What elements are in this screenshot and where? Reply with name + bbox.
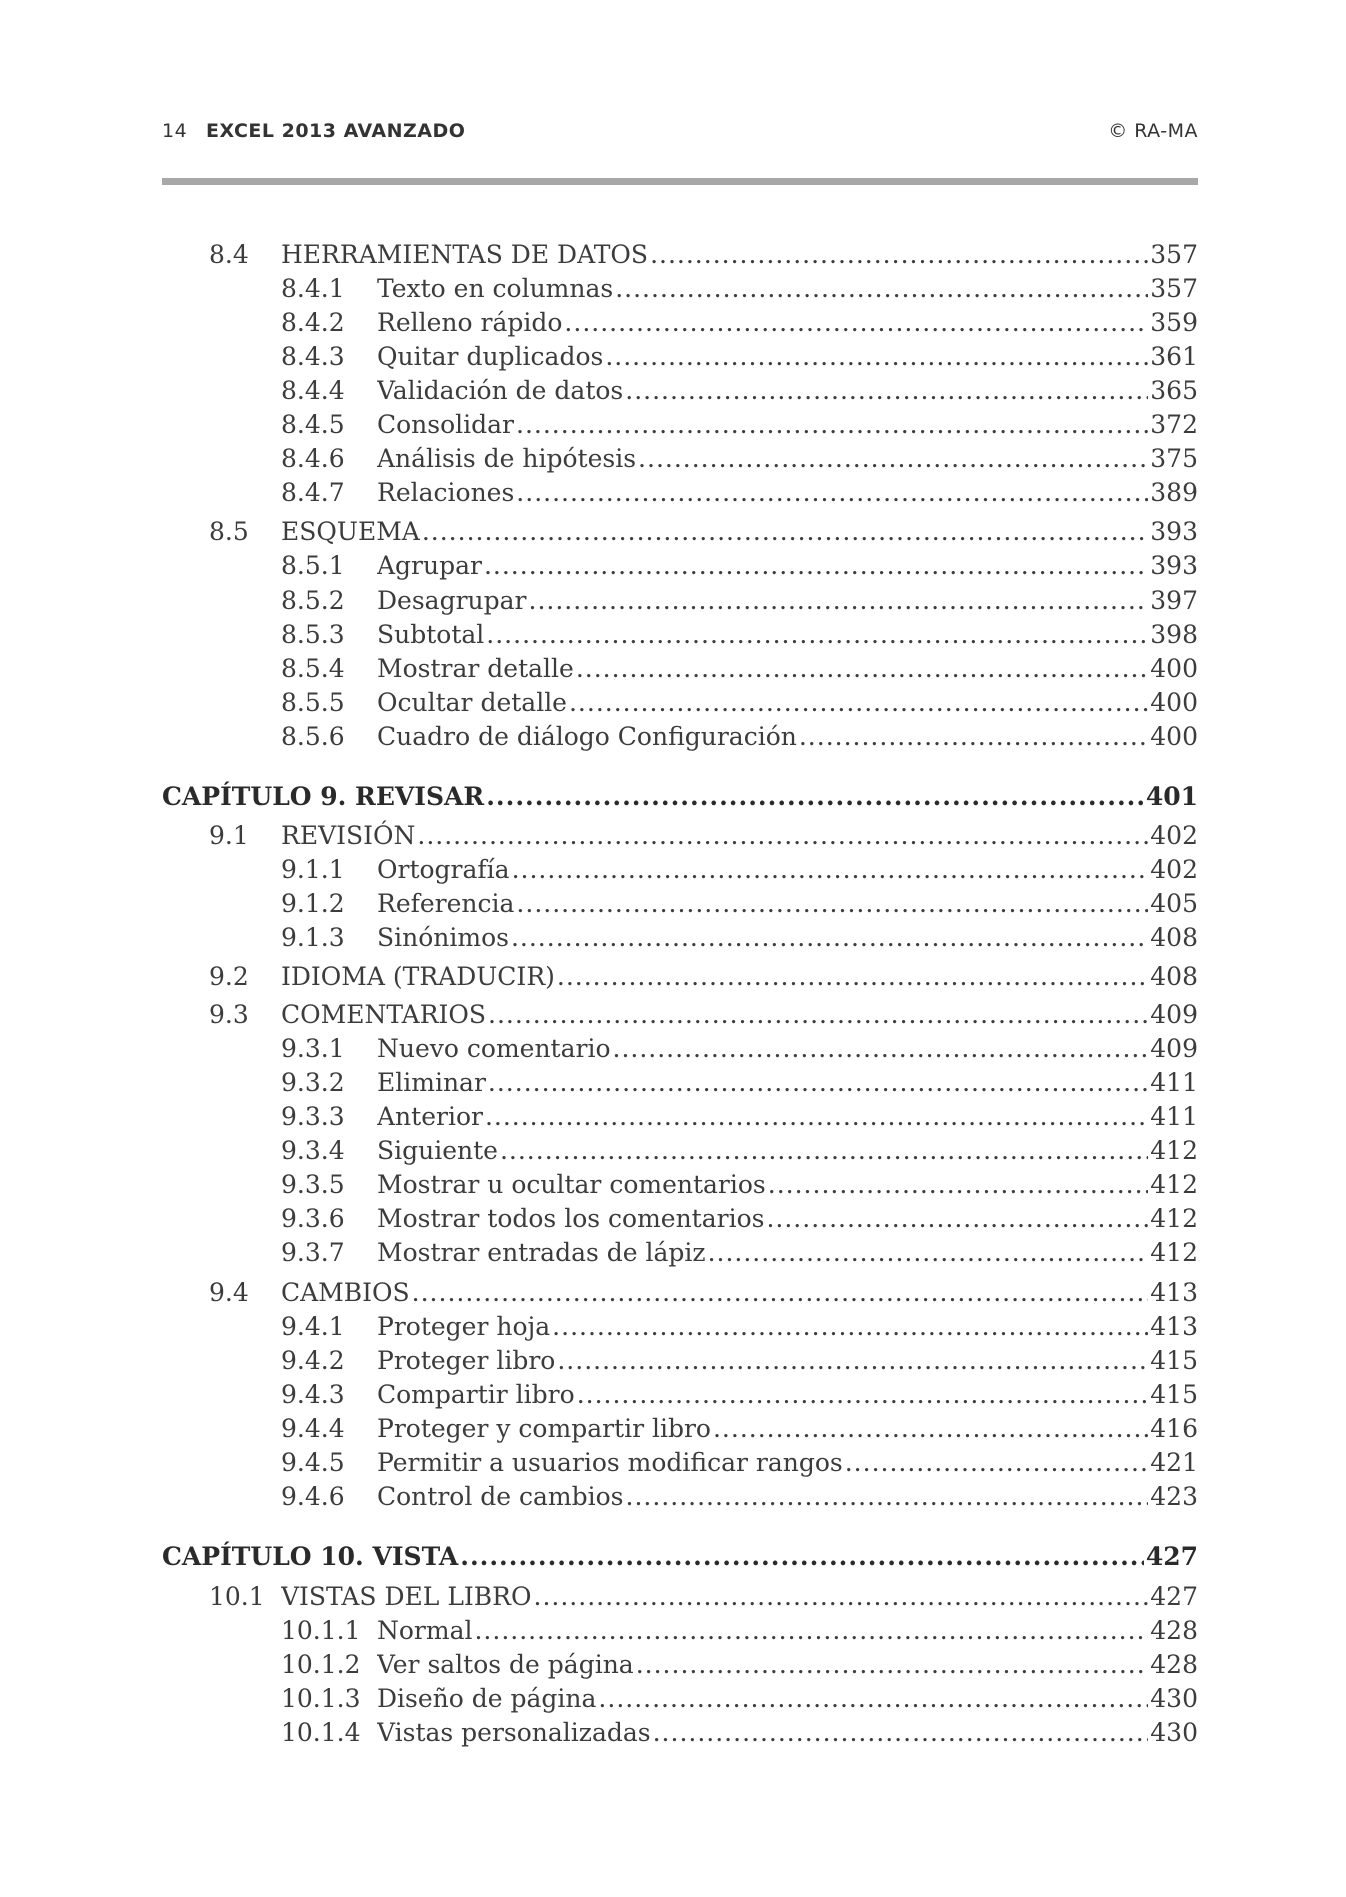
toc-number: 8.5.3 — [281, 620, 345, 649]
toc-entry — [281, 238, 1198, 272]
toc-page-number: 428 — [1150, 1650, 1198, 1679]
toc-label: Anterior — [377, 1102, 483, 1131]
toc-page-number: 413 — [1150, 1278, 1198, 1307]
toc-label: Relaciones — [377, 478, 515, 507]
toc-number: 9.3.7 — [281, 1238, 345, 1267]
toc-entry — [377, 686, 1198, 720]
toc-subsection-row — [0, 408, 1346, 442]
toc-page-number: 398 — [1150, 620, 1198, 649]
dot-leader — [534, 1580, 1149, 1614]
toc-subsection-row — [0, 306, 1346, 340]
dot-leader — [486, 618, 1148, 652]
toc-entry — [377, 1236, 1198, 1270]
toc-entry — [377, 1480, 1198, 1514]
toc-subsection-row — [0, 1310, 1346, 1344]
toc-page-number: 412 — [1150, 1204, 1198, 1233]
toc-label: Sinónimos — [377, 923, 509, 952]
toc-entry — [377, 1134, 1198, 1168]
toc-label: Quitar duplicados — [377, 342, 604, 371]
toc-page-number: 402 — [1150, 855, 1198, 884]
toc-subsection-row — [0, 1682, 1346, 1716]
toc-number: 9.3.3 — [281, 1102, 345, 1131]
toc-subsection-row — [0, 374, 1346, 408]
toc-page-number: 375 — [1150, 444, 1198, 473]
toc-page-number: 408 — [1150, 923, 1198, 952]
toc-number: 9.3.2 — [281, 1068, 345, 1097]
toc-subsection-row — [0, 652, 1346, 686]
dot-leader — [636, 1648, 1149, 1682]
toc-number: 8.4.5 — [281, 410, 345, 439]
toc-entry — [377, 720, 1198, 754]
toc-number: 8.5.5 — [281, 688, 345, 717]
dot-leader — [485, 1100, 1148, 1134]
toc-number: 9.4.6 — [281, 1482, 345, 1511]
dot-leader — [768, 1168, 1149, 1202]
dot-leader — [512, 853, 1149, 887]
dot-leader — [484, 549, 1148, 583]
toc-entry — [377, 853, 1198, 887]
toc-entry — [377, 272, 1198, 306]
book-title: EXCEL 2013 AVANZADO — [206, 120, 466, 142]
toc-subsection-row — [0, 1412, 1346, 1446]
toc-subsection-row — [0, 686, 1346, 720]
dot-leader — [576, 652, 1148, 686]
toc-label: REVISIÓN — [281, 821, 416, 850]
toc-entry — [377, 1716, 1198, 1750]
toc-entry — [377, 340, 1198, 374]
toc-entry — [377, 1648, 1198, 1682]
toc-subsection-row — [0, 1446, 1346, 1480]
publisher: © RA-MA — [1108, 120, 1198, 142]
toc-page-number: 412 — [1150, 1136, 1198, 1165]
toc-number: 9.3.1 — [281, 1034, 345, 1063]
toc-number: 9.4.2 — [281, 1346, 345, 1375]
toc-entry — [377, 374, 1198, 408]
toc-subsection-row — [0, 887, 1346, 921]
toc-number: 8.5.2 — [281, 586, 345, 615]
toc-entry — [162, 1540, 1198, 1574]
toc-number: 8.4.4 — [281, 376, 345, 405]
toc-entry — [377, 652, 1198, 686]
toc-entry — [281, 819, 1198, 853]
dot-leader — [511, 921, 1148, 955]
toc-number: 10.1.3 — [281, 1684, 361, 1713]
toc-page-number: 412 — [1150, 1170, 1198, 1199]
dot-leader — [653, 1716, 1149, 1750]
dot-leader — [598, 1682, 1148, 1716]
dot-leader — [422, 515, 1148, 549]
toc-entry — [281, 960, 1198, 994]
toc-page-number: 415 — [1150, 1346, 1198, 1375]
toc-page-number: 427 — [1145, 1542, 1198, 1571]
toc-chapter-row — [0, 1540, 1346, 1574]
toc-page-number: 416 — [1150, 1414, 1198, 1443]
toc-entry — [281, 998, 1198, 1032]
toc-page-number: 402 — [1150, 821, 1198, 850]
dot-leader — [626, 1480, 1149, 1514]
toc-subsection-row — [0, 549, 1346, 583]
toc-label: Texto en columnas — [377, 274, 614, 303]
toc-subsection-row — [0, 1236, 1346, 1270]
toc-page-number: 393 — [1150, 551, 1198, 580]
dot-leader — [557, 960, 1148, 994]
dot-leader — [488, 1066, 1148, 1100]
toc-label: Agrupar — [377, 551, 482, 580]
dot-leader — [516, 408, 1148, 442]
toc-entry — [377, 1100, 1198, 1134]
toc-entry — [281, 1580, 1198, 1614]
toc-label: Mostrar entradas de lápiz — [377, 1238, 706, 1267]
dot-leader — [625, 374, 1148, 408]
dot-leader — [650, 238, 1148, 272]
toc-page-number: 372 — [1150, 410, 1198, 439]
toc-subsection-row — [0, 1648, 1346, 1682]
toc-subsection-row — [0, 618, 1346, 652]
toc-page-number: 430 — [1150, 1684, 1198, 1713]
dot-leader — [486, 780, 1144, 814]
toc-label: VISTAS DEL LIBRO — [281, 1582, 532, 1611]
toc-subsection-row — [0, 340, 1346, 374]
toc-number: 9.4.5 — [281, 1448, 345, 1477]
toc-number: 10.1.2 — [281, 1650, 361, 1679]
toc-page-number: 412 — [1150, 1238, 1198, 1267]
toc-label: Proteger hoja — [377, 1312, 551, 1341]
toc-entry — [377, 1446, 1198, 1480]
toc-label: CAPÍTULO 10. VISTA — [162, 1542, 459, 1571]
toc-number: 8.4.1 — [281, 274, 345, 303]
dot-leader — [417, 819, 1148, 853]
toc-entry — [377, 1032, 1198, 1066]
dot-leader — [474, 1614, 1148, 1648]
toc-number: 9.1.1 — [281, 855, 345, 884]
toc-label: Normal — [377, 1616, 473, 1645]
toc-number: 9.1 — [209, 821, 249, 850]
toc-page-number: 400 — [1150, 688, 1198, 717]
toc-entry — [377, 584, 1198, 618]
dot-leader — [766, 1202, 1148, 1236]
toc-label: Análisis de hipótesis — [377, 444, 637, 473]
dot-leader — [412, 1276, 1149, 1310]
toc-page-number: 400 — [1150, 654, 1198, 683]
toc-number: 9.1.2 — [281, 889, 345, 918]
toc-page-number: 405 — [1150, 889, 1198, 918]
toc-subsection-row — [0, 442, 1346, 476]
dot-leader — [613, 1032, 1149, 1066]
toc-label: Consolidar — [377, 410, 515, 439]
dot-leader — [845, 1446, 1149, 1480]
dot-leader — [516, 476, 1148, 510]
toc-label: HERRAMIENTAS DE DATOS — [281, 240, 649, 269]
toc-label: CAMBIOS — [281, 1278, 410, 1307]
toc-label: Vistas personalizadas — [377, 1718, 651, 1747]
toc-page-number: 411 — [1150, 1102, 1198, 1131]
dot-leader — [500, 1134, 1148, 1168]
toc-label: IDIOMA (TRADUCIR) — [281, 962, 555, 991]
toc-page-number: 430 — [1150, 1718, 1198, 1747]
toc-page-number: 357 — [1150, 240, 1198, 269]
toc-subsection-row — [0, 720, 1346, 754]
toc-section-row — [0, 1276, 1346, 1310]
toc-page-number: 389 — [1150, 478, 1198, 507]
toc-page-number: 428 — [1150, 1616, 1198, 1645]
toc-number: 10.1.4 — [281, 1718, 361, 1747]
toc-label: Mostrar todos los comentarios — [377, 1204, 765, 1233]
toc-section-row — [0, 960, 1346, 994]
toc-number: 8.5 — [209, 517, 249, 546]
toc-entry — [377, 921, 1198, 955]
toc-label: Permitir a usuarios modificar rangos — [377, 1448, 843, 1477]
dot-leader — [557, 1344, 1148, 1378]
toc-page-number: 411 — [1150, 1068, 1198, 1097]
toc-number: 10.1.1 — [281, 1616, 361, 1645]
toc-subsection-row — [0, 272, 1346, 306]
toc-entry — [281, 515, 1198, 549]
toc-number: 8.4.3 — [281, 342, 345, 371]
toc-section-row — [0, 515, 1346, 549]
toc-number: 8.4.6 — [281, 444, 345, 473]
dot-leader — [569, 686, 1148, 720]
toc-subsection-row — [0, 1614, 1346, 1648]
toc-label: Referencia — [377, 889, 515, 918]
toc-number: 9.2 — [209, 962, 249, 991]
toc-subsection-row — [0, 1032, 1346, 1066]
toc-entry — [377, 1614, 1198, 1648]
toc-label: Siguiente — [377, 1136, 498, 1165]
toc-number: 8.5.4 — [281, 654, 345, 683]
toc-label: Mostrar detalle — [377, 654, 574, 683]
toc-page-number: 365 — [1150, 376, 1198, 405]
toc-number: 10.1 — [209, 1582, 265, 1611]
toc-section-row — [0, 1580, 1346, 1614]
toc-entry — [377, 887, 1198, 921]
toc-number: 8.4.7 — [281, 478, 345, 507]
toc-entry — [162, 780, 1198, 814]
toc-subsection-row — [0, 1716, 1346, 1750]
toc-subsection-row — [0, 1344, 1346, 1378]
toc-page-number: 423 — [1150, 1482, 1198, 1511]
toc-number: 9.3.6 — [281, 1204, 345, 1233]
toc-page-number: 397 — [1150, 586, 1198, 615]
toc-label: Diseño de página — [377, 1684, 597, 1713]
toc-subsection-row — [0, 1480, 1346, 1514]
toc-page-number: 393 — [1150, 517, 1198, 546]
toc-subsection-row — [0, 921, 1346, 955]
toc-page-number: 408 — [1150, 962, 1198, 991]
toc-entry — [377, 1412, 1198, 1446]
toc-page-number: 409 — [1150, 1034, 1198, 1063]
dot-leader — [488, 998, 1148, 1032]
dot-leader — [799, 720, 1148, 754]
toc-page-number: 357 — [1150, 274, 1198, 303]
toc-subsection-row — [0, 1134, 1346, 1168]
toc-label: Relleno rápido — [377, 308, 563, 337]
toc-number: 8.4 — [209, 240, 249, 269]
toc-page-number: 421 — [1150, 1448, 1198, 1477]
toc-entry — [377, 1066, 1198, 1100]
toc-page-number: 427 — [1150, 1582, 1198, 1611]
toc-page-number: 413 — [1150, 1312, 1198, 1341]
toc-page-number: 409 — [1150, 1000, 1198, 1029]
toc-label: Mostrar u ocultar comentarios — [377, 1170, 766, 1199]
dot-leader — [577, 1378, 1149, 1412]
dot-leader — [638, 442, 1148, 476]
dot-leader — [529, 584, 1149, 618]
toc-subsection-row — [0, 1378, 1346, 1412]
toc-number: 9.4 — [209, 1278, 249, 1307]
toc-number: 9.3.5 — [281, 1170, 345, 1199]
toc-entry — [377, 1682, 1198, 1716]
toc-page-number: 401 — [1145, 782, 1198, 811]
dot-leader — [713, 1412, 1148, 1446]
toc-label: COMENTARIOS — [281, 1000, 487, 1029]
toc-number: 9.3 — [209, 1000, 249, 1029]
toc-entry — [377, 1168, 1198, 1202]
toc-number: 8.4.2 — [281, 308, 345, 337]
toc-entry — [377, 476, 1198, 510]
toc-label: Desagrupar — [377, 586, 527, 615]
toc-label: Control de cambios — [377, 1482, 624, 1511]
toc-subsection-row — [0, 476, 1346, 510]
toc-subsection-row — [0, 853, 1346, 887]
toc-subsection-row — [0, 1100, 1346, 1134]
toc-label: CAPÍTULO 9. REVISAR — [162, 782, 485, 811]
toc-number: 8.5.6 — [281, 722, 345, 751]
toc-entry — [377, 306, 1198, 340]
toc-label: Eliminar — [377, 1068, 486, 1097]
toc-chapter-row — [0, 780, 1346, 814]
dot-leader — [516, 887, 1148, 921]
toc-page-number: 415 — [1150, 1380, 1198, 1409]
toc-label: Cuadro de diálogo Configuración — [377, 722, 797, 751]
toc-page-number: 361 — [1150, 342, 1198, 371]
toc-number: 9.4.4 — [281, 1414, 345, 1443]
toc-section-row — [0, 998, 1346, 1032]
page-number: 14 — [162, 120, 188, 142]
toc-number: 9.3.4 — [281, 1136, 345, 1165]
toc-label: ESQUEMA — [281, 517, 420, 546]
toc-label: Ocultar detalle — [377, 688, 567, 717]
dot-leader — [460, 1540, 1144, 1574]
toc-label: Nuevo comentario — [377, 1034, 611, 1063]
dot-leader — [605, 340, 1148, 374]
toc-entry — [377, 618, 1198, 652]
toc-entry — [377, 408, 1198, 442]
toc-subsection-row — [0, 584, 1346, 618]
toc-subsection-row — [0, 1202, 1346, 1236]
toc-number: 8.5.1 — [281, 551, 345, 580]
toc-entry — [377, 1378, 1198, 1412]
toc-label: Subtotal — [377, 620, 485, 649]
toc-section-row — [0, 238, 1346, 272]
toc-label: Compartir libro — [377, 1380, 575, 1409]
dot-leader — [615, 272, 1148, 306]
toc-label: Validación de datos — [377, 376, 624, 405]
toc-entry — [377, 1202, 1198, 1236]
toc-label: Proteger libro — [377, 1346, 556, 1375]
dot-leader — [708, 1236, 1149, 1270]
toc-number: 9.1.3 — [281, 923, 345, 952]
toc-section-row — [0, 819, 1346, 853]
toc-entry — [377, 549, 1198, 583]
toc-number: 9.4.3 — [281, 1380, 345, 1409]
toc-page-number: 400 — [1150, 722, 1198, 751]
toc-entry — [377, 1310, 1198, 1344]
toc-number: 9.4.1 — [281, 1312, 345, 1341]
toc-entry — [377, 1344, 1198, 1378]
toc-subsection-row — [0, 1168, 1346, 1202]
toc-label: Ver saltos de página — [377, 1650, 634, 1679]
toc-label: Ortografía — [377, 855, 510, 884]
toc-subsection-row — [0, 1066, 1346, 1100]
toc-entry — [377, 442, 1198, 476]
toc-entry — [281, 1276, 1198, 1310]
dot-leader — [552, 1310, 1148, 1344]
dot-leader — [564, 306, 1148, 340]
toc-label: Proteger y compartir libro — [377, 1414, 711, 1443]
toc-page-number: 359 — [1150, 308, 1198, 337]
